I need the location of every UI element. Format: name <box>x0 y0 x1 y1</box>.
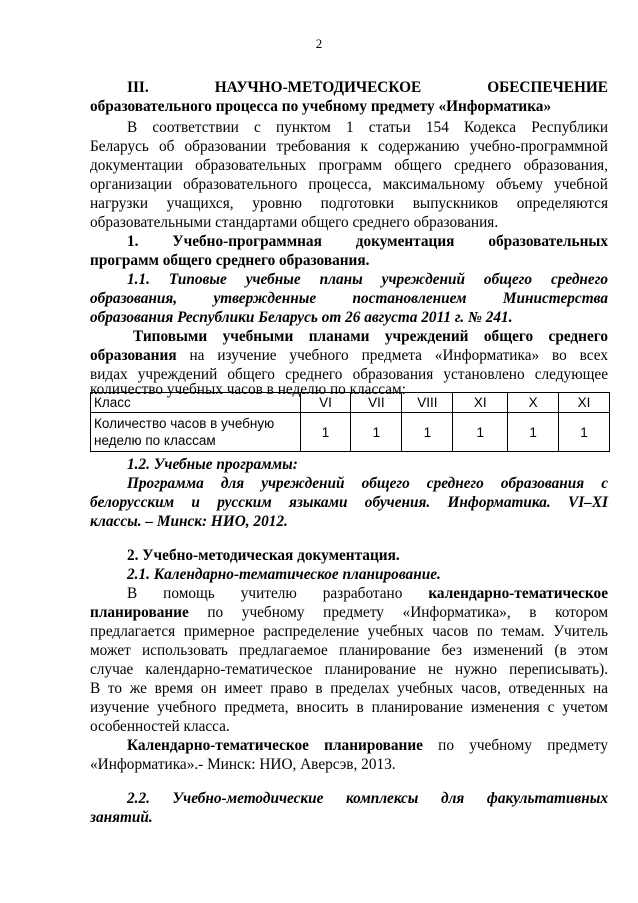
hours-cell: 1 <box>351 413 402 452</box>
item2-para-bold-term: календарно-тематическое <box>428 585 608 602</box>
item2-2-line1: 2.2. Учебно-методические комплексы для факультативных <box>127 790 608 807</box>
item2-1-heading: 2.1. Календарно-тематическое планирование. <box>127 566 441 583</box>
item2-heading: 2. Учебно-методическая документация. <box>127 547 400 564</box>
row-label-line1: Количество часов в учебную <box>94 416 275 431</box>
section-roman-numeral: III. <box>127 79 149 96</box>
item1-2-line2: белорусским и русским языками обучения. Информатика. VI–XI <box>90 494 608 511</box>
table-header-label: Класс <box>91 393 301 413</box>
intro-line: нагрузки учащихся, уровню подготовки выпускников определяются <box>90 195 608 212</box>
item2-para-line2-rest: по учебному предмету «Информатика», в котором <box>207 604 609 621</box>
section-heading-line1 <box>127 78 608 97</box>
page-number: 2 <box>315 36 323 51</box>
plans-para-line4: количество учебных часов в неделю по классам: <box>90 381 406 398</box>
grade-cell: XI <box>453 393 508 413</box>
item2-para-line1-start: В помощь учителю разработано <box>127 585 403 602</box>
intro-line: документации образовательных программ общего среднего образования, <box>90 157 608 174</box>
item1-heading-line2: программ общего среднего образования. <box>90 252 370 269</box>
grade-cell: XI <box>559 393 610 413</box>
intro-line: организации образовательного процесса, максимальному объему учебной <box>90 176 608 193</box>
plans-para-line3: видах учреждений общего среднего образования установлено следующее <box>90 366 608 383</box>
item1-2-line3: классы. – Минск: НИО, 2012. <box>90 513 288 530</box>
intro-line: образовательными стандартами общего среднего образования. <box>90 214 499 231</box>
plans-para-line2-rest: на изучение учебного предмета «Информатика» во всех <box>189 347 609 364</box>
item2-ref-line2: «Информатика».- Минск: НИО, Аверсэв, 2013. <box>90 756 396 773</box>
section-heading-word2: ОБЕСПЕЧЕНИЕ <box>487 79 609 96</box>
grade-cell: X <box>508 393 559 413</box>
item1-1-line2: образования, утвержденные постановлением Министерства <box>90 290 608 307</box>
item2-para-line: В то же время он имеет право в пределах учебных часов, отведенных на <box>90 680 608 697</box>
hours-cell: 1 <box>453 413 508 452</box>
item2-para-line: случае календарно-тематическое планирование не нужно переписывать). <box>90 661 608 678</box>
item2-para-bold-term2: планирование <box>90 604 189 621</box>
plans-para-line1: Типовыми учебными планами учреждений общего среднего <box>133 328 608 345</box>
table-row <box>91 413 610 452</box>
grade-cell: VI <box>300 393 351 413</box>
section-heading-word1: НАУЧНО-МЕТОДИЧЕСКОЕ <box>214 79 422 96</box>
item2-2-line2: занятий. <box>90 809 153 826</box>
hours-cell: 1 <box>508 413 559 452</box>
hours-cell: 1 <box>300 413 351 452</box>
grade-cell: VIII <box>402 393 453 413</box>
intro-line: Беларусь об образовании требования к содержанию учебно-программной <box>90 138 608 155</box>
item2-ref-bold-title: Календарно-тематическое планирование <box>127 737 423 754</box>
item1-1-line1: 1.1. Типовые учебные планы учреждений общего среднего <box>127 271 608 288</box>
item1-heading-line1: 1. Учебно-программная документация образовательных <box>127 233 608 250</box>
table-row-label <box>91 413 301 452</box>
grade-cell: VII <box>351 393 402 413</box>
item2-para-line: может использовать предлагаемое планирование без изменений (в этом <box>90 642 608 659</box>
intro-line: В соответствии с пунктом 1 статьи 154 Кодекса Республики <box>127 119 608 136</box>
item1-2-line1: Программа для учреждений общего среднего образования с <box>127 475 608 492</box>
plans-para-line2 <box>90 346 608 365</box>
item2-para-line: изучение учебного предмета, вносить в планирование изменения с учетом <box>90 699 608 716</box>
hours-table <box>90 392 610 452</box>
table-row <box>91 393 610 413</box>
row-label-line2: неделю по классам <box>94 433 216 448</box>
item2-para-line1 <box>127 584 608 603</box>
hours-cell: 1 <box>402 413 453 452</box>
item2-ref-line1 <box>127 736 608 755</box>
section-heading-line2: образовательного процесса по учебному предмету «Информатика» <box>90 98 552 115</box>
item2-para-line: особенностей класса. <box>90 718 230 735</box>
item2-ref-line1-rest: по учебному предмету <box>438 737 609 754</box>
item1-2-heading: 1.2. Учебные программы: <box>127 456 298 473</box>
item1-1-line3: образования Республики Беларусь от 26 августа 2011 г. № 241. <box>90 309 513 326</box>
plans-para-bold-term: образования <box>90 347 177 364</box>
hours-cell: 1 <box>559 413 610 452</box>
item2-para-line: предлагается примерное распределение учебных часов по темам. Учитель <box>90 623 608 640</box>
item2-para-line2 <box>90 603 608 622</box>
